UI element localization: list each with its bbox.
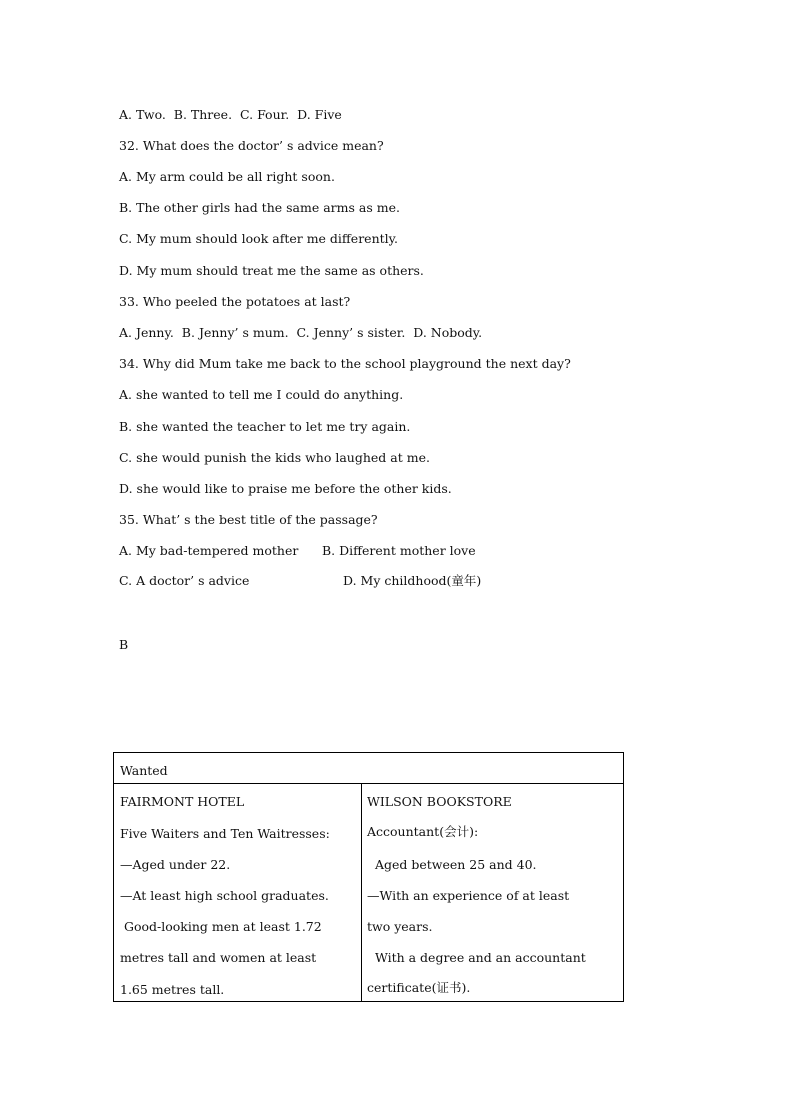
question-33: 33. Who peeled the potatoes at last?	[119, 294, 351, 309]
question-32-option-d: D. My mum should treat me the same as others.	[119, 263, 424, 278]
question-32-option-b: B. The other girls had the same arms as me.	[119, 200, 400, 215]
question-33-options: A. Jenny. B. Jenny’ s mum. C. Jenny’ s sister. D. Nobody.	[119, 325, 483, 340]
bookstore-line-4: two years.	[367, 919, 433, 934]
bookstore-line-3: —With an experience of at least	[367, 888, 570, 903]
hotel-line-1: Five Waiters and Ten Waitresses:	[120, 826, 330, 841]
hotel-line-6: 1.65 metres tall.	[120, 982, 225, 997]
question-35-option-d: D. My childhood(童年)	[343, 573, 482, 588]
question-32-option-a: A. My arm could be all right soon.	[119, 169, 335, 184]
hotel-line-5: metres tall and women at least	[120, 950, 317, 965]
bookstore-title: WILSON BOOKSTORE	[367, 794, 512, 809]
question-34: 34. Why did Mum take me back to the school playground the next day?	[119, 356, 571, 371]
question-35-option-b: B. Different mother love	[322, 543, 476, 558]
hotel-line-2: —Aged under 22.	[120, 857, 231, 872]
hotel-title: FAIRMONT HOTEL	[120, 794, 245, 809]
question-35: 35. What’ s the best title of the passage?	[119, 512, 378, 527]
question-35-option-c: C. A doctor’ s advice	[119, 573, 250, 588]
section-label: B	[119, 637, 129, 652]
question-34-option-b: B. she wanted the teacher to let me try again.	[119, 419, 411, 434]
question-35-option-a: A. My bad-tempered mother	[119, 543, 299, 558]
bookstore-line-5: With a degree and an accountant	[367, 950, 586, 965]
hotel-line-4: Good-looking men at least 1.72	[120, 919, 322, 934]
question-32-option-c: C. My mum should look after me differently.	[119, 231, 399, 246]
bookstore-line-6: certificate(证书).	[367, 980, 471, 995]
wanted-ad-header-text: Wanted	[120, 763, 168, 778]
question-34-option-a: A. she wanted to tell me I could do anything.	[119, 387, 404, 402]
bookstore-line-1: Accountant(会计):	[367, 824, 479, 839]
question-34-option-c: C. she would punish the kids who laughed at me.	[119, 450, 430, 465]
bookstore-line-2: Aged between 25 and 40.	[367, 857, 537, 872]
question-31-options: A. Two. B. Three. C. Four. D. Five	[119, 107, 342, 122]
question-32: 32. What does the doctor’ s advice mean?	[119, 138, 384, 153]
column-divider	[361, 784, 362, 1001]
wanted-ad-header	[114, 753, 623, 784]
hotel-line-3: —At least high school graduates.	[120, 888, 329, 903]
question-34-option-d: D. she would like to praise me before the other kids.	[119, 481, 452, 496]
wanted-ad-table	[113, 752, 624, 1002]
